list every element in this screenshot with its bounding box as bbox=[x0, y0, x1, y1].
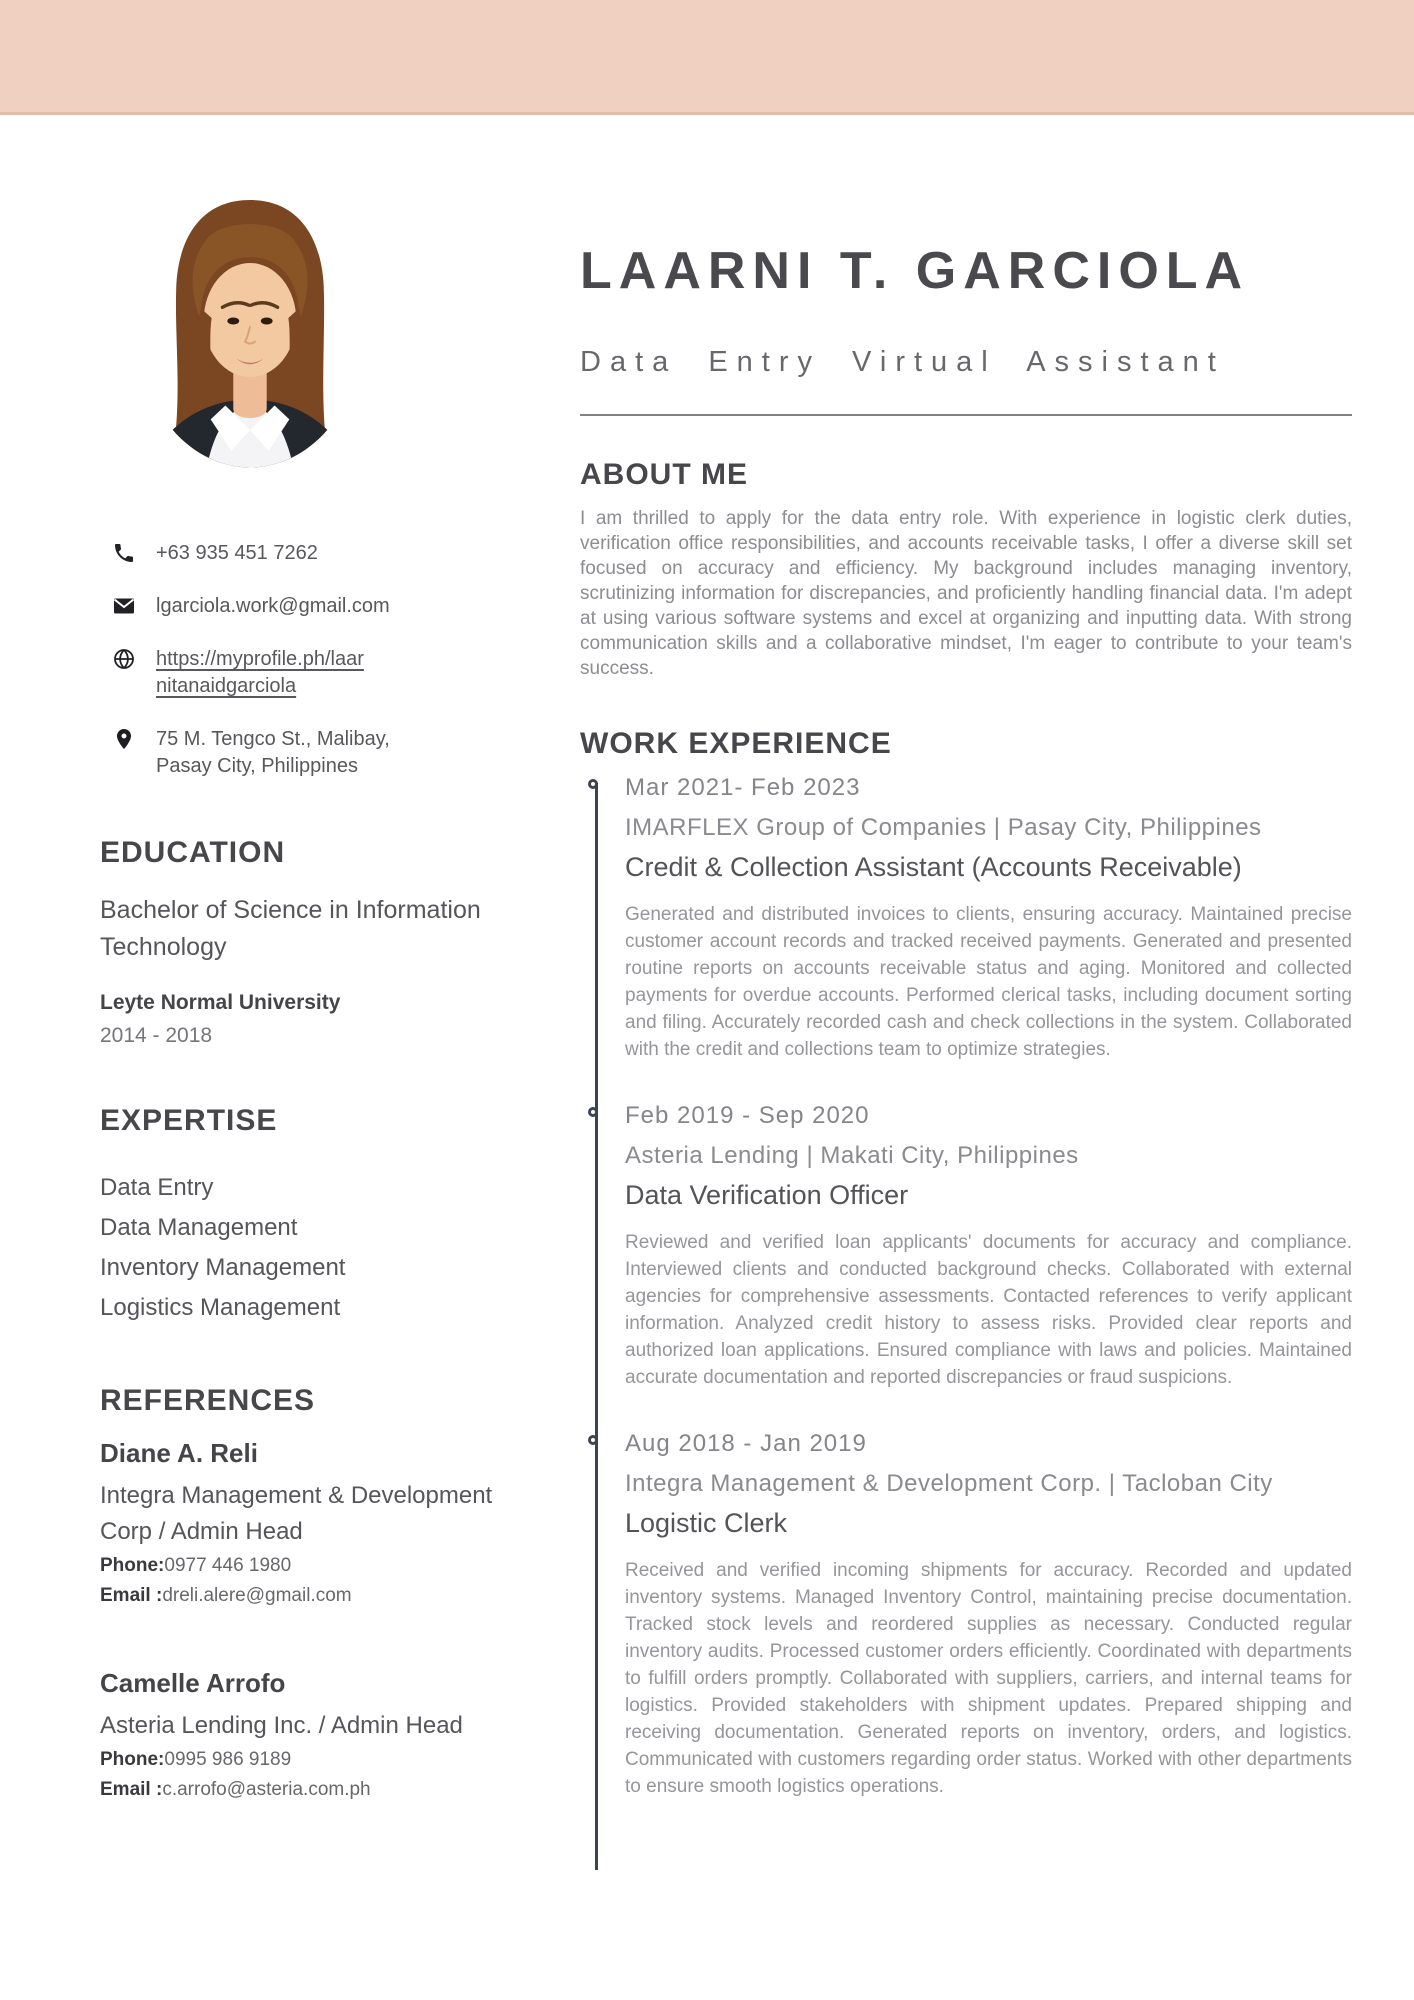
job-entry bbox=[625, 1101, 1352, 1391]
header-divider bbox=[580, 414, 1352, 416]
profile-url-line1: https://myprofile.ph/laar bbox=[156, 648, 364, 670]
education-school: Leyte Normal University bbox=[100, 991, 341, 1014]
reference-role: Asteria Lending Inc. / Admin Head bbox=[100, 1712, 463, 1739]
expertise-heading: EXPERTISE bbox=[100, 1104, 278, 1137]
reference-entry bbox=[100, 1436, 530, 1610]
job-description: Received and verified incoming shipments for accuracy. Recorded and updated inventory systems. Managed Inventory Control, maintaining precise documentation. Tracked stock levels and reordered supplies as necessary. Conducted regular inventory audits. Processed customer orders efficiently. Coordinated with departments to fulfill orders promptly. Collaborated with suppliers, carriers, and internal teams for logistics. Provided stakeholders with shipment updates. Prepared shipping and receiving documentation. Generated reports on inventory, orders, and logistics. Communicated with customers regarding order status. Worked with other departments to ensure smooth logistics operations. bbox=[625, 1560, 1352, 1797]
portrait-illustration bbox=[132, 170, 368, 470]
job-company: Integra Management & Development Corp. | Tacloban City bbox=[625, 1470, 1273, 1497]
job-dates: Aug 2018 - Jan 2019 bbox=[625, 1430, 867, 1457]
reference-email-value: dreli.alere@gmail.com bbox=[162, 1585, 352, 1606]
expertise-item: Logistics Management bbox=[100, 1294, 341, 1321]
work-experience-heading: WORK EXPERIENCE bbox=[580, 727, 892, 760]
expertise-item: Data Management bbox=[100, 1214, 298, 1241]
reference-role: Integra Management & Development Corp / Admin Head bbox=[100, 1482, 493, 1545]
job-title: Data Verification Officer bbox=[625, 1180, 909, 1210]
email-label: Email : bbox=[100, 1585, 163, 1606]
reference-phone-value: 0995 986 9189 bbox=[164, 1749, 292, 1770]
reference-name: Camelle Arrofo bbox=[100, 1668, 286, 1698]
reference-phone-value: 0977 446 1980 bbox=[164, 1555, 292, 1576]
contact-website-row bbox=[112, 646, 530, 700]
left-sidebar bbox=[100, 115, 530, 1804]
education-degree: Bachelor of Science in Information Technology bbox=[100, 896, 481, 961]
address-line2: Pasay City, Philippines bbox=[156, 755, 358, 777]
education-heading: EDUCATION bbox=[100, 836, 286, 869]
mail-icon bbox=[112, 594, 138, 620]
expertise-item: Inventory Management bbox=[100, 1254, 346, 1281]
phone-label: Phone: bbox=[100, 1749, 165, 1770]
profile-url-line2: nitanaidgarciola bbox=[156, 675, 297, 697]
contact-address-row bbox=[112, 726, 530, 780]
reference-email-value: c.arrofo@asteria.com.ph bbox=[162, 1779, 371, 1800]
phone-number: +63 935 451 7262 bbox=[156, 542, 318, 564]
reference-phone bbox=[100, 1552, 530, 1580]
job-dates: Mar 2021- Feb 2023 bbox=[625, 774, 861, 801]
location-pin-icon bbox=[112, 727, 138, 753]
job-description: Reviewed and verified loan applicants' documents for accuracy and compliance. Interviewed clients and conducted background checks. Collaborated with external agencies for comprehensive assessments. Contacted references to verify applicant information. Analyzed credit history to assess risks. Provided clear reports and authorized loan applications. Ensured compliance with laws and policies. Maintained accurate documentation and reported discrepancies or fraud suspicions. bbox=[625, 1232, 1352, 1388]
job-title: Credit & Collection Assistant (Accounts Receivable) bbox=[625, 852, 1242, 882]
reference-name: Diane A. Reli bbox=[100, 1438, 258, 1468]
timeline-circle-icon bbox=[588, 779, 598, 789]
contact-phone-row bbox=[112, 540, 530, 567]
content-columns bbox=[0, 115, 1414, 1804]
expertise-item: Data Entry bbox=[100, 1174, 214, 1201]
job-entry bbox=[625, 773, 1352, 1063]
work-experience-timeline bbox=[580, 773, 1352, 1800]
phone-label: Phone: bbox=[100, 1555, 165, 1576]
header-accent-bar bbox=[0, 0, 1414, 115]
references-heading: REFERENCES bbox=[100, 1384, 316, 1417]
job-description: Generated and distributed invoices to clients, ensuring accuracy. Maintained precise customer account records and tracked received payments. Generated and presented routine reports on accounts receivable status and aging. Monitored and collected payments for overdue accounts. Performed clerical tasks, including document sorting and filing. Accurately recorded cash and check collections in the system. Collaborated with the credit and collections team to optimize strategies. bbox=[625, 904, 1352, 1060]
timeline-circle-icon bbox=[588, 1435, 598, 1445]
contact-info bbox=[100, 540, 530, 780]
globe-icon bbox=[112, 647, 138, 673]
person-name: LAARNI T. GARCIOLA bbox=[580, 242, 1250, 300]
about-heading: ABOUT ME bbox=[580, 458, 748, 491]
profile-photo bbox=[132, 170, 368, 470]
address-text bbox=[156, 726, 390, 780]
person-title: Data Entry Virtual Assistant bbox=[580, 346, 1225, 378]
email-address: lgarciola.work@gmail.com bbox=[156, 595, 390, 617]
about-text: I am thrilled to apply for the data entry role. With experience in logistic clerk duties, verification office responsibilities, and accounts receivable tasks, I offer a diverse skill set focused on accuracy and efficiency. My background includes managing inventory, scrutinizing information for discrepancies, and proficiently handling financial data. I'm adept at using various software systems and excel at organizing and inputting data. With strong communication skills and a collaborative mindset, I'm eager to contribute to your team's success. bbox=[580, 508, 1352, 679]
education-years: 2014 - 2018 bbox=[100, 1024, 213, 1047]
reference-email bbox=[100, 1776, 530, 1804]
job-company: Asteria Lending | Makati City, Philippines bbox=[625, 1142, 1079, 1169]
email-label: Email : bbox=[100, 1779, 163, 1800]
timeline-circle-icon bbox=[588, 1107, 598, 1117]
expertise-list bbox=[100, 1168, 530, 1328]
main-column bbox=[530, 115, 1352, 1804]
reference-entry bbox=[100, 1666, 530, 1804]
reference-email bbox=[100, 1582, 530, 1610]
reference-phone bbox=[100, 1746, 530, 1774]
profile-url-link[interactable] bbox=[156, 646, 364, 700]
job-entry bbox=[625, 1429, 1352, 1800]
phone-icon bbox=[112, 541, 138, 567]
address-line1: 75 M. Tengco St., Malibay, bbox=[156, 728, 390, 750]
job-dates: Feb 2019 - Sep 2020 bbox=[625, 1102, 870, 1129]
job-title: Logistic Clerk bbox=[625, 1508, 788, 1538]
contact-email-row bbox=[112, 593, 530, 620]
job-company: IMARFLEX Group of Companies | Pasay City, Philippines bbox=[625, 814, 1262, 841]
